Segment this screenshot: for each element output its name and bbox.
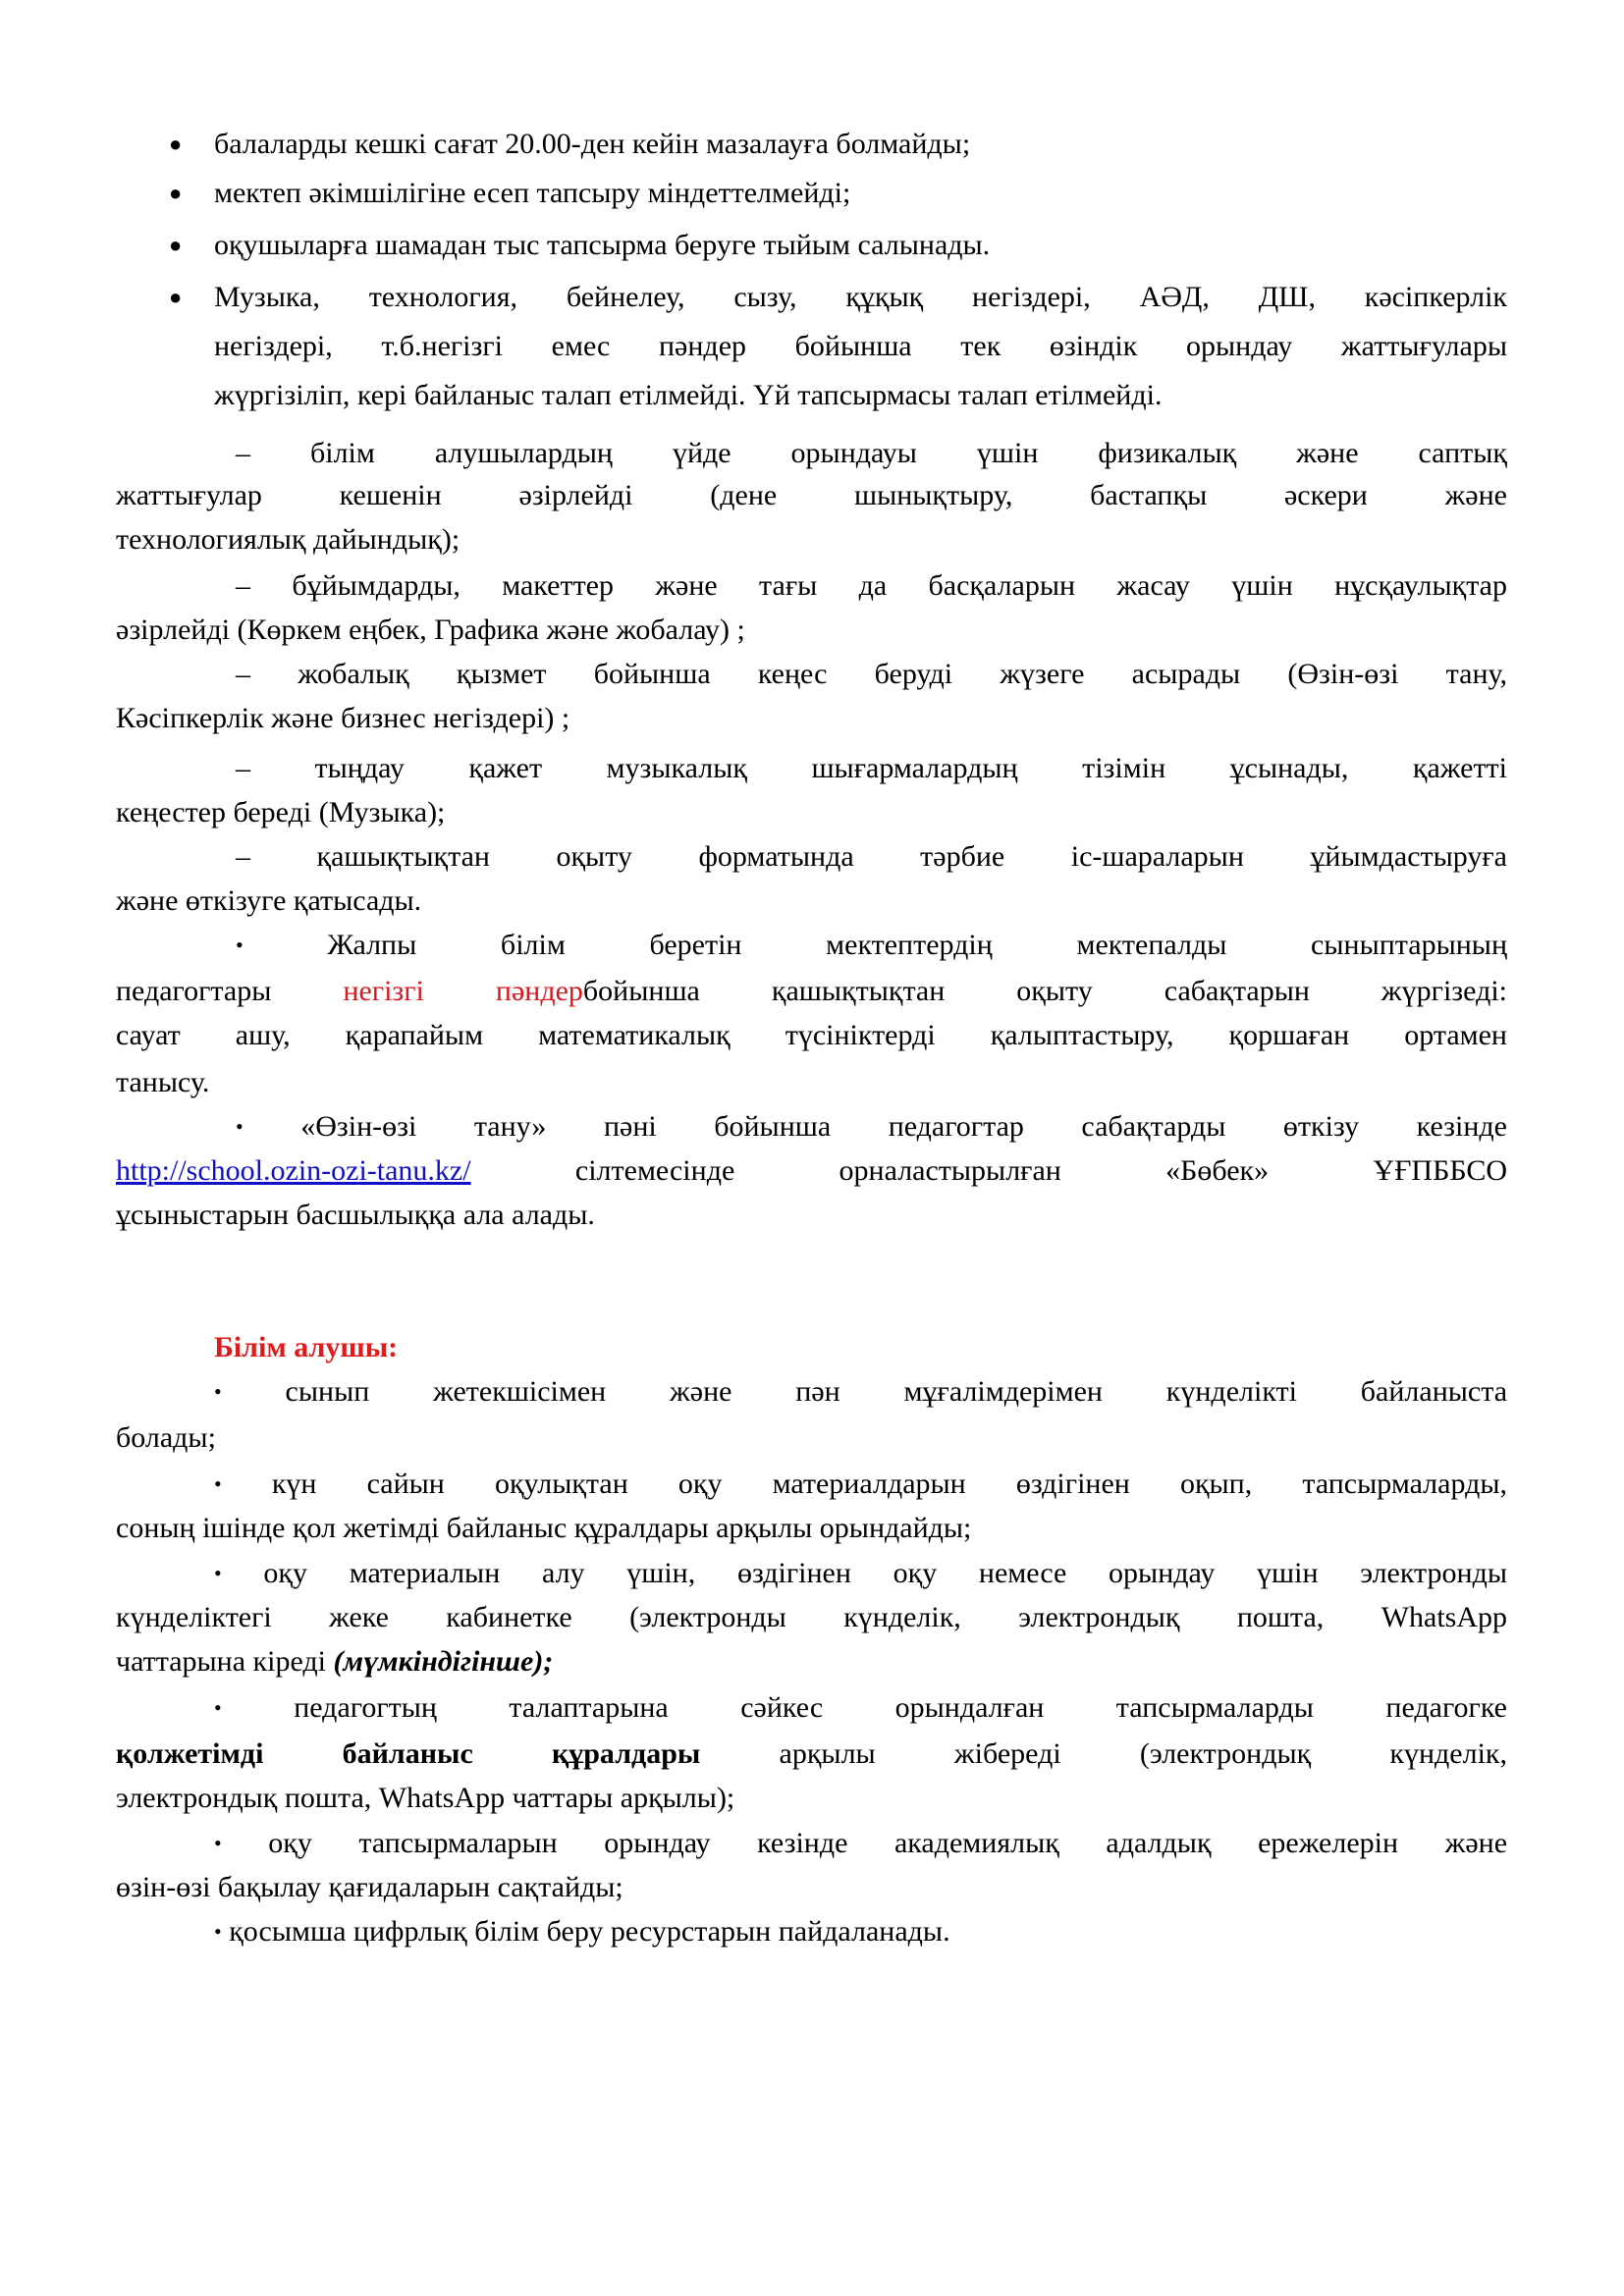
- task-text: бұйымдарды, макеттер және тағы да басқаларын жасау үшін нұсқаулықтар: [292, 569, 1507, 602]
- task-paragraph-line: кеңестер береді (Музыка);: [116, 796, 446, 828]
- student-item-text: педагогтың талаптарына сәйкес орындалған тапсырмаларды педагогке: [294, 1691, 1507, 1724]
- self-knowledge-line: ұсыныстарын басшылыққа ала алады.: [116, 1199, 595, 1231]
- emphasis-text: (мүмкіндігінше);: [333, 1645, 554, 1678]
- student-item-text: қосымша цифрлық білім беру ресурстарын пайдаланады.: [229, 1915, 950, 1948]
- task-paragraph-first-line: [236, 652, 1507, 696]
- student-item-line: [116, 1639, 1507, 1683]
- student-item-text: сынып жетекшісімен және пән мұғалімдерімен күнделікті байланыста: [285, 1375, 1508, 1408]
- bullet-icon: •: [214, 1695, 222, 1720]
- restriction-item: оқушыларға шамадан тыс тапсырма беруге тыйым салынады.: [214, 229, 991, 261]
- student-item-line: өзін-өзі бақылау қағидаларын сақтайды;: [116, 1871, 623, 1903]
- student-item-first-line: [214, 1909, 1507, 1953]
- student-item-line: болады;: [116, 1421, 216, 1454]
- bullet-icon: ●: [169, 285, 183, 309]
- self-knowledge-first-line: [236, 1104, 1507, 1148]
- restriction-item-line: негіздері, т.б.негізгі емес пәндер бойынша тек өзіндік орындау жаттығулары: [214, 330, 1507, 362]
- student-item-text: күн сайын оқулықтан оқу материалдарын өздігінен оқып, тапсырмаларды,: [271, 1468, 1507, 1500]
- self-knowledge-line: [116, 1148, 1507, 1193]
- bullet-icon: •: [236, 1114, 244, 1139]
- preschool-text: Жалпы білім беретін мектептердің мектепалды сыныптарының: [327, 929, 1508, 961]
- task-paragraph-first-line: [236, 834, 1507, 879]
- core-subjects-highlight: негізгі пәндер: [343, 975, 583, 1007]
- student-item-line: күнделіктегі жеке кабинетке (электронды күнделік, электрондық пошта, WhatsApp: [116, 1601, 1507, 1633]
- task-text: білім алушылардың үйде орындауы үшін физикалық және саптық: [309, 437, 1508, 469]
- restriction-item: балаларды кешкі сағат 20.00-ден кейін мазалауға болмайды;: [214, 128, 971, 160]
- preschool-paragraph-first-line: [236, 923, 1507, 967]
- bullet-icon: •: [236, 933, 244, 957]
- student-item-text: оқу тапсырмаларын орындау кезінде академиялық адалдық ережелерін және: [268, 1827, 1508, 1859]
- task-paragraph-line: және өткізуге қатысады.: [116, 884, 422, 917]
- bullet-icon: •: [214, 1379, 222, 1404]
- preschool-text: бойынша қашықтықтан оқыту сабақтарын жүргізеді:: [582, 975, 1508, 1007]
- task-paragraph-line: әзірлейді (Көркем еңбек, Графика және жобалау) ;: [116, 614, 745, 646]
- task-paragraph-first-line: [236, 563, 1507, 608]
- preschool-paragraph-line: [116, 969, 1507, 1013]
- restriction-item-line: жүргізіліп, кері байланыс талап етілмейді. Үй тапсырмасы талап етілмейді.: [214, 379, 1163, 411]
- task-paragraph-first-line: [236, 431, 1507, 475]
- task-paragraph-line: Кәсіпкерлік және бизнес негіздері) ;: [116, 702, 570, 734]
- task-paragraph-line: технологиялық дайындық);: [116, 523, 460, 556]
- bullet-icon: •: [214, 1471, 222, 1496]
- student-item-first-line: [214, 1821, 1507, 1865]
- task-text: қашықтықтан оқыту форматында тәрбие іс-шараларын ұйымдастыруға: [316, 840, 1507, 873]
- student-item-text: чаттарына кіреді: [116, 1645, 334, 1678]
- task-paragraph-line: жаттығулар кешенін әзірлейді (дене шынықтыру, бастапқы әскери және: [116, 479, 1507, 511]
- task-text: жобалық қызмет бойынша кеңес беруді жүзеге асырады (Өзін-өзі тану,: [298, 658, 1507, 690]
- students-heading: Білім алушы:: [214, 1331, 399, 1363]
- bullet-icon: •: [214, 1561, 222, 1585]
- preschool-text: педагогтары: [116, 975, 344, 1007]
- dash-marker: –: [236, 437, 250, 469]
- student-item-text: оқу материалын алу үшін, өздігінен оқу немесе орындау үшін электронды: [263, 1557, 1507, 1589]
- dash-marker: –: [236, 658, 250, 690]
- preschool-paragraph-line: сауат ашу, қарапайым математикалық түсініктерді қалыптастыру, қоршаған ортамен: [116, 1019, 1507, 1051]
- dash-marker: –: [236, 840, 250, 873]
- task-text: тыңдау қажет музыкалық шығармалардың тізімін ұсынады, қажетті: [314, 752, 1507, 784]
- bullet-icon: •: [214, 1831, 222, 1855]
- student-item-text: арқылы жібереді (электрондық күнделік,: [700, 1737, 1507, 1770]
- bullet-icon: •: [214, 1919, 222, 1944]
- bullet-icon: ●: [169, 132, 183, 156]
- self-knowledge-text: сілтемесінде орналастырылған «Бөбек» ҰҒПББСО: [574, 1154, 1508, 1187]
- student-item-first-line: [214, 1685, 1507, 1730]
- bullet-icon: ●: [169, 181, 183, 205]
- ozin-ozi-tanu-link[interactable]: http://school.ozin-ozi-tanu.kz/: [116, 1154, 471, 1187]
- dash-marker: –: [236, 569, 250, 602]
- bold-text: қолжетімді байланыс құралдары: [116, 1737, 701, 1770]
- student-item-line: электрондық пошта, WhatsApp чаттары арқылы);: [116, 1782, 735, 1814]
- student-item-line: соның ішінде қол жетімді байланыс құралдары арқылы орындайды;: [116, 1512, 972, 1544]
- student-item-line: [116, 1732, 1507, 1776]
- student-item-first-line: [214, 1462, 1507, 1506]
- student-item-first-line: [214, 1369, 1507, 1414]
- preschool-paragraph-line: танысу.: [116, 1066, 210, 1098]
- task-paragraph-first-line: [236, 746, 1507, 790]
- restriction-item: мектеп әкімшілігіне есеп тапсыру міндеттелмейді;: [214, 177, 851, 209]
- dash-marker: –: [236, 752, 250, 784]
- restriction-item-line: Музыка, технология, бейнелеу, сызу, құқық негіздері, АӘД, ДШ, кәсіпкерлік: [214, 281, 1507, 313]
- student-item-first-line: [214, 1551, 1507, 1595]
- self-knowledge-text: «Өзін-өзі тану» пәні бойынша педагогтар сабақтарды өткізу кезінде: [300, 1110, 1507, 1143]
- bullet-icon: ●: [169, 233, 183, 257]
